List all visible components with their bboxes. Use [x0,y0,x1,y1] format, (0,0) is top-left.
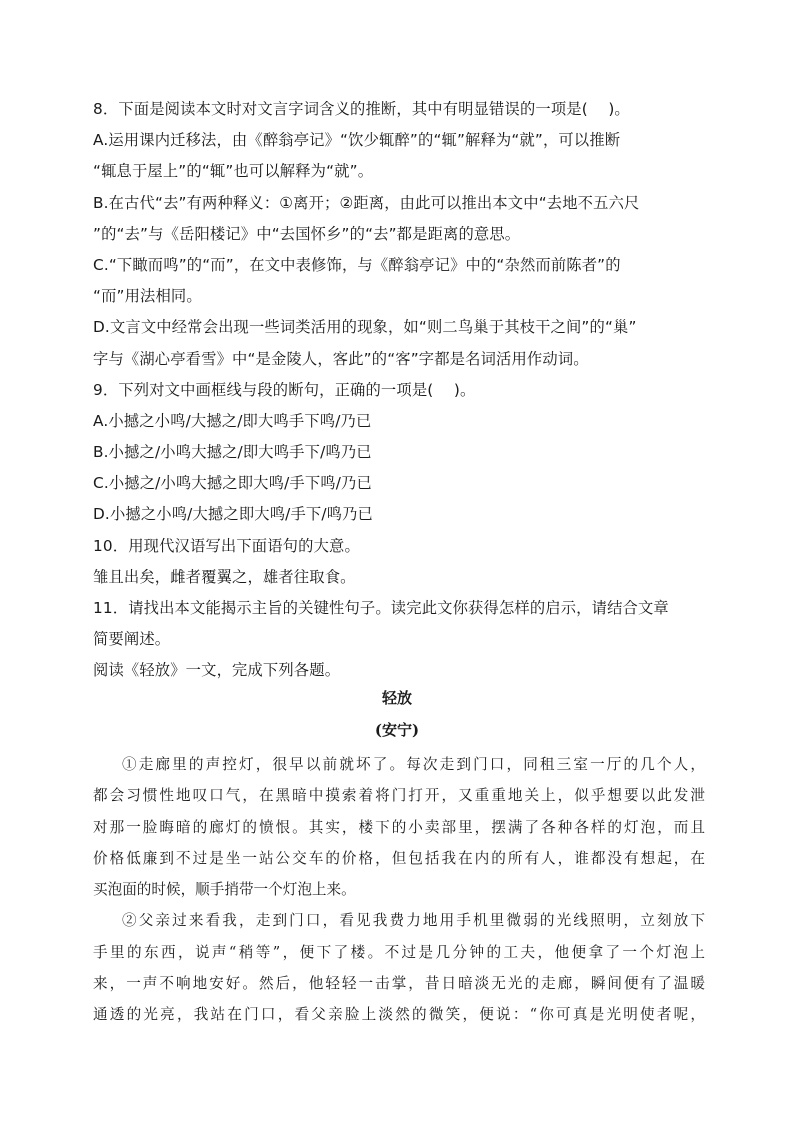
question-8-option-c-line-1: C.“下瞰而鸣”的“而”，在文中表修饰，与《醉翁亭记》中的“杂然而前陈者”的 [93,255,621,274]
article-author: (安宁) [374,721,420,739]
question-8-stem: 8．下面是阅读本文时对文言字词含义的推断，其中有明显错误的一项是( )。 [93,100,630,118]
paragraph-2-line-3: 来，一声不响地安好。然后，他轻轻一击掌，昔日暗淡无光的走廊，瞬间便有了温暖 [93,975,705,993]
question-9-stem: 9．下列对文中画框线与段的断句，正确的一项是( )。 [93,380,476,399]
paragraph-2-line-2: 手里的东西，说声“稍等”，便下了楼。不过是几分钟的工夫，他便拿了一个灯泡上 [93,943,705,961]
question-10-sentence: 雏且出矣，雌者覆翼之，雄者往取食。 [93,567,356,586]
question-9-option-b: B.小撼之/小鸣大撼之/即大鸣手下/鸣乃已 [93,443,372,462]
paragraph-1-line-1: ①走廊里的声控灯，很早以前就坏了。每次走到门口，同租三室一厅的几个人， [122,756,705,773]
reading-instruction: 阅读《轻放》一文，完成下列各题。 [93,661,341,680]
questions-section [93,94,705,687]
question-9-option-a: A.小撼之小鸣/大撼之/即大鸣手下鸣/乃已 [93,411,372,430]
paragraph-2-line-1: ②父亲过来看我，走到门口，看见我费力地用手机里微弱的光线照明，立刻放下 [122,912,705,930]
question-8-option-a-line-2: “辄息于屋上”的“辄”也可以解释为“就”。 [93,162,374,181]
article-title: 轻放 [381,689,412,707]
paragraph-1-line-3: 对那一脸晦暗的廊灯的愤恨。其实，楼下的小卖部里，摆满了各种各样的灯泡，而且 [93,818,705,836]
paragraph-1-line-2: 都会习惯性地叹口气，在黑暗中摸索着将门打开，又重重地关上，似乎想要以此发泄 [93,787,705,805]
article-body [93,749,705,1031]
question-8-option-a-line-1: A.运用课内迁移法，由《醉翁亭记》“饮少辄醉”的“辄”解释为“就”，可以推断 [93,131,621,150]
question-11-stem-line-2: 简要阐述。 [93,630,171,649]
question-9-option-c: C.小撼之/小鸣大撼之即大鸣/手下鸣/乃已 [93,474,372,493]
question-11-stem-line-1: 11．请找出本文能揭示主旨的关键性句子。读完此文你获得怎样的启示，请结合文章 [93,599,669,617]
question-8-option-b-line-2: ”的“去”与《岳阳楼记》中“去国怀乡”的“去”都是距离的意思。 [93,224,521,243]
question-8-option-d-line-2: 字与《湖心亭看雪》中“是金陵人，客此”的“客”字都是名词活用作动词。 [93,349,589,368]
question-8-option-c-line-2: “而”用法相同。 [93,287,202,306]
question-9-option-d: D.小撼之小鸣/大撼之即大鸣/手下/鸣乃已 [93,505,374,524]
question-8-option-d-line-1: D.文言文中经常会出现一些词类活用的现象，如“则二鸟巢于其枝干之间”的“巢” [93,318,637,337]
paragraph-1-line-4: 价格低廉到不过是坐一站公交车的价格，但包括我在内的所有人，谁都没有想起，在 [93,849,705,867]
paragraph-1-line-5: 买泡面的时候，顺手捎带一个灯泡上来。 [93,881,356,899]
paragraph-2-line-4: 通透的光亮，我站在门口，看父亲脸上淡然的微笑，便说：“你可真是光明使者呢， [93,1006,705,1024]
question-10-stem: 10．用现代汉语写出下面语句的大意。 [93,536,360,555]
question-8-option-b-line-1: B.在古代“去”有两种释义：①离开；②距离，由此可以推出本文中“去地不五六尺 [93,193,640,212]
